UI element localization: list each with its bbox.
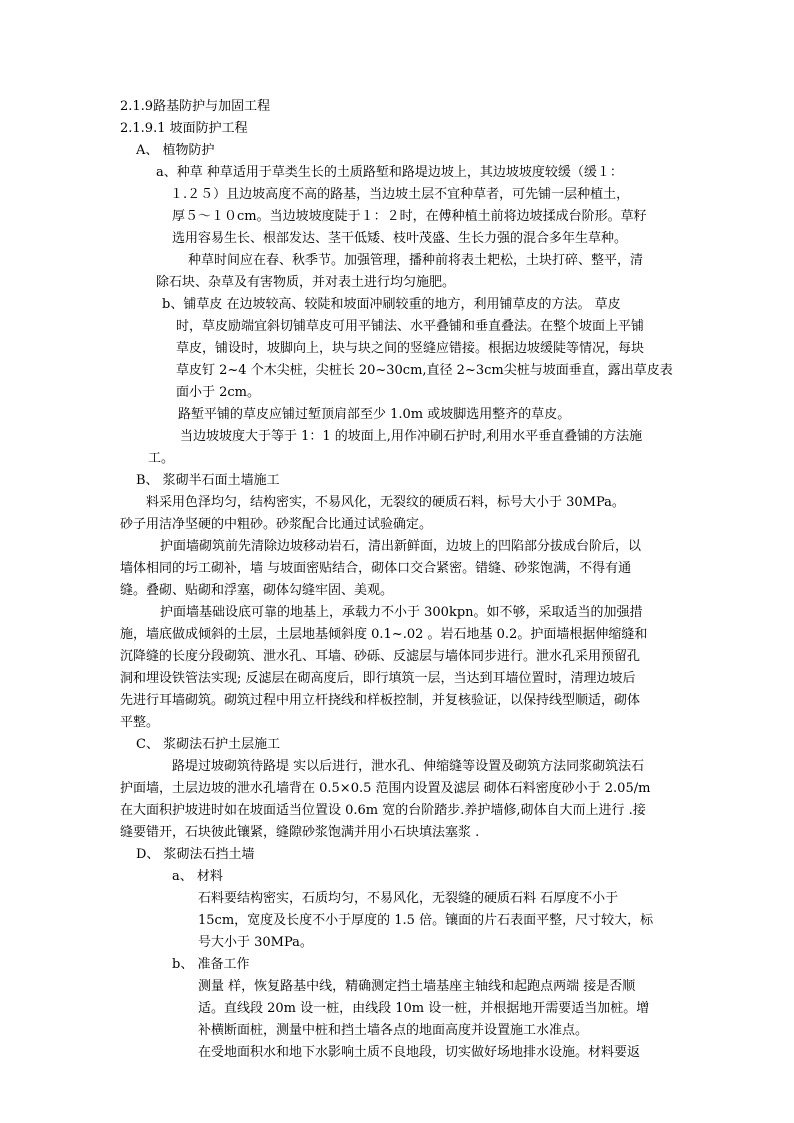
text-line: 沉降缝的长度分段砌筑、泄水孔、耳墙、砂砾、反滤层与墙体同步进行。泄水孔采用预留孔 [120, 649, 641, 664]
text-line: 石料要结构密实，石质均匀，不易风化，无裂缝的硬质石料 石厚度不小于 [198, 891, 619, 906]
text-line: 除石块、杂草及有害物质，并对表土进行均匀施肥。 [156, 275, 456, 290]
text-line: 在受地面积水和地下水影响土质不良地段，切实做好场地排水设施。材料要返 [198, 1045, 641, 1060]
text-line: 护面墙基础设底可靠的地基上，承载力不小于 300kpn。如不够，采取适当的加强措 [160, 605, 643, 620]
sub-item-heading-preparation: b、 准备工作 [172, 957, 250, 972]
text-line: 号大小于 30MPa。 [198, 935, 313, 950]
text-line: 测量 样，恢复路基中线，精确测定挡土墙基座主轴线和起跑点两端 接是否顺 [198, 979, 636, 994]
text-line: 缝。叠砌、贴砌和浮塞，砌体勾缝牢固、美观。 [120, 583, 394, 598]
text-line: 护面墙，土层边坡的泄水孔墙背在 0.5×0.5 范围内设置及滤层 砌体石料密度砂小于 2.05/m [120, 781, 651, 796]
text-line: 工。 [148, 451, 175, 466]
text-line: 路堤过坡砌筑待路堤 实以后进行，泄水孔、伸缩缝等设置及砌筑方法同浆砌筑法石 [172, 759, 645, 774]
text-line: 墙体相同的圬工砌补，墙 与坡面密贴结合，砌体口交合紧密。错缝、砂浆饱满，不得有通 [120, 561, 632, 576]
text-line: 洞和埋设铁管法实现; 反滤层在砌高度后，即行填筑一层，当达到耳墙位置时，清理边坡后 [120, 671, 636, 686]
text-line: b、铺草皮 在边坡较高、较陡和坡面冲刷较重的地方，利用铺草皮的方法。 草皮 [162, 297, 621, 312]
item-heading-c: C、 浆砌法石护土层施工 [136, 737, 281, 752]
text-line: 厚５～１０cm。当边坡坡度陡于１：２时，在傅种植土前将边坡揉成台阶形。草籽 [172, 209, 647, 224]
text-line: 补横断面桩，测量中桩和挡土墙各点的地面高度并设置施工水准点。 [198, 1023, 589, 1038]
text-line: 施，墙底做成倾斜的土层，土层地基倾斜度 0.1~.02 。岩石地基 0.2。护面墙根据伸缩缝和 [120, 627, 648, 642]
text-line: 草皮，铺设时，坡脚向上，块与块之间的竖缝应错接。根据边坡缓陡等情况，每块 [176, 341, 645, 356]
text-line: 15cm，宽度及长度不小于厚度的 1.5 倍。镶面的片石表面平整，尺寸较大，标 [198, 913, 654, 928]
text-line: a、种草 种草适用于草类生长的土质路堑和路堤边坡上，其边坡坡度较缓（缓１： [156, 165, 623, 180]
sub-item-heading-materials: a、 材料 [172, 869, 223, 884]
text-line: 当边坡坡度大于等于 1：1 的坡面上,用作冲刷石护时,利用水平垂直叠铺的方法施 [180, 429, 643, 444]
text-line: 护面墙砌筑前先清除边坡移动岩石，清出新鲜面，边坡上的凹陷部分拔成台阶后，以 [160, 539, 642, 554]
text-line: 砂子用洁净坚硬的中粗砂。砂浆配合比通过试验确定。 [120, 517, 433, 532]
text-line: 时，草皮励端宜斜切铺草皮可用平铺法、水平叠铺和垂直叠法。在整个坡面上平铺 [176, 319, 645, 334]
text-line: 适。直线段 20m 设一桩，由线段 10m 设一桩，并根据地开需要适当加桩。增 [198, 1001, 650, 1016]
item-heading-b: B、 浆砌半石面土墙施工 [136, 473, 280, 488]
text-line: 面小于 2cm。 [176, 385, 261, 400]
text-line: １.２５）且边坡高度不高的路基，当边坡土层不宜种草者，可先铺一层种植土， [170, 187, 630, 202]
text-line: 选用容易生长、根部发达、茎干低矮、枝叶茂盛、生长力强的混合多年生草种。 [172, 231, 628, 246]
subsection-heading: 2.1.9.1 坡面防护工程 [120, 121, 248, 136]
text-line: 种草时间应在春、秋季节。加强管理，播种前将表土耙松，土块打碎、整平，清 [188, 253, 644, 268]
text-line: 路堑平铺的草皮应铺过堑顶肩部至少 1.0m 或坡脚选用整齐的草皮。 [178, 407, 571, 422]
item-heading-d: D、 浆砌法石挡土墙 [136, 847, 255, 862]
text-line: 缝要错开，石块彼此镶紧，缝隙砂浆饱满并用小石块填法塞浆 . [120, 825, 480, 840]
text-line: 在大面积护坡进时如在坡面适当位置设 0.6m 宽的台阶踏步.养护墙修,砌体自大而上进行 .接 [120, 803, 646, 818]
section-heading: 2.1.9路基防护与加固工程 [120, 99, 271, 114]
text-line: 料采用色泽均匀，结构密实，不易风化，无裂纹的硬质石料，标号大小于 30MPa。 [146, 495, 625, 510]
text-line: 平整。 [120, 715, 160, 730]
item-heading-a: A、 植物防护 [136, 143, 215, 158]
text-line: 先进行耳墙砌筑。砌筑过程中用立杆挠线和样板控制，并复核验证，以保持线型顺适，砌体 [120, 693, 641, 708]
text-line: 草皮钉 2~4 个木尖桩，尖桩长 20~30cm,直径 2~3cm尖桩与坡面垂直，露出草皮表 [176, 363, 673, 378]
